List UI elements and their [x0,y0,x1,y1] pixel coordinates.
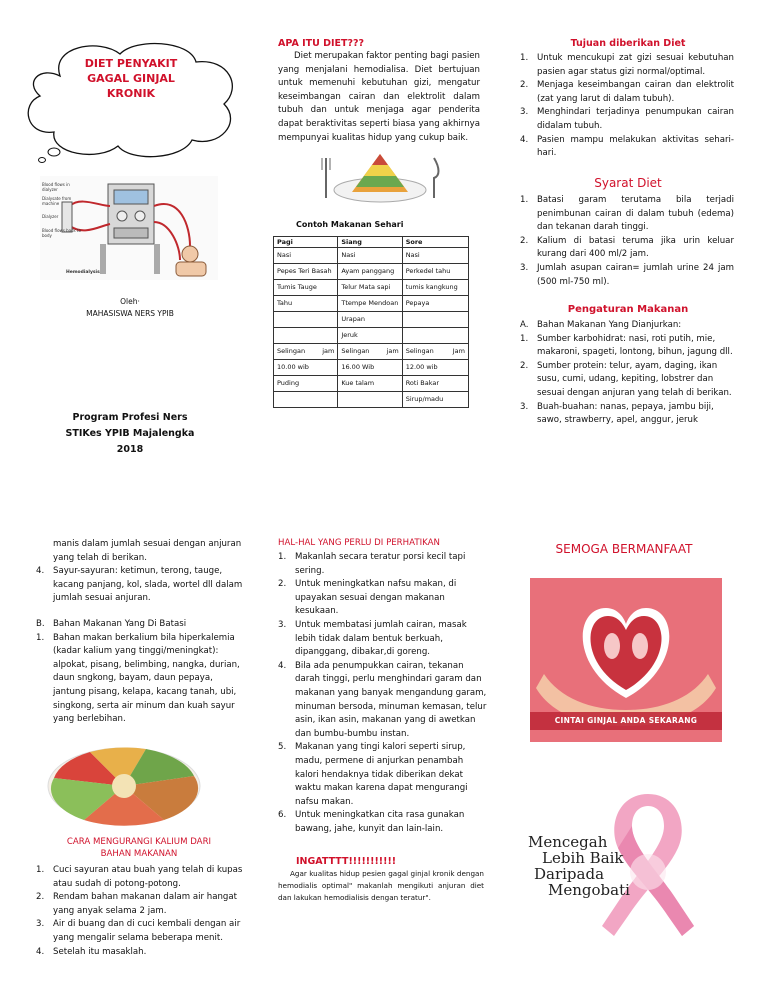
table-cell: Ayam panggang [338,264,402,280]
table-row [274,264,469,280]
dialysis-label-4: Blood flows back to body [42,228,81,238]
table-row [274,248,469,264]
syarat-heading: Syarat Diet [594,176,662,190]
table-cell: Nasi [402,248,468,264]
institution-block [30,410,230,458]
kalium-list [36,864,248,959]
food-pyramid-illustration [316,148,444,206]
list-item: 1. Makanlah secara teratur porsi kecil tapi sering. [278,552,466,576]
tujuan-list [520,52,734,161]
menu-table-body [274,248,469,408]
pengaturan-heading: Pengaturan Makanan [567,304,689,315]
list-item: 2. Rendam bahan makanan dalam air hangat yang anyak selama 2 jam. [36,892,238,916]
pink-ribbon-illustration [528,786,728,946]
list-item: 1. Cuci sayuran atau buah yang telah di kupas atau sudah di potong-potong. [36,865,243,889]
table-cell: Selingan jam [274,344,338,360]
kalium-heading [30,836,248,860]
food-plate-illustration [44,736,204,828]
apa-itu-body: Diet merupakan faktor penting bagi pasien yang menjalani hemodialisa. Diet bertujuan untuk memenuhi kebutuhan gizi, mengatur keseimbangan cairan dan elektrolit dalam tubuh dan untuk menjaga agar penderita dapat beraktivitas seperti biasa yang akhirnya mempunyai kualitas hidup yang cukup baik. [278,51,480,143]
table-cell: Nasi [338,248,402,264]
list-item: 2. Kalium di batasi teruma jika urin keluar kurang dari 400 ml/2 jam. [520,235,734,260]
pengaturan-block [520,319,734,428]
list-item: 3. Menghindari terjadinya penumpukan cairan didalam tubuh. [520,107,734,131]
institution-line-2: STIKes YPIB Majalengka [65,428,195,439]
ingat-heading: INGATTTT!!!!!!!!!!! [296,856,397,867]
institution-line-1: Program Profesi Ners [72,412,188,423]
list-item: 4. Sayur-sayuran: ketimun, terong, tauge, kacang panjang, kol, slada, wortel dll dalam jumlah sesuai anjuran. [36,566,243,604]
table-row [274,296,469,312]
menu-table-header [274,237,469,248]
table-cell: tumis kangkung [402,280,468,296]
list-item: 1. Sumber karbohidrat: nasi, roti putih, mie, makaroni, spageti, lontong, bihun, jagung dll. [520,333,733,358]
perhatian-heading: HAL-HAL YANG PERLU DI PERHATIKAN [278,538,440,548]
list-item: 3. Jumlah asupan cairan= jumlah urine 24 jam (500 ml-750 ml). [520,262,734,287]
ribbon-line-4: Mengobati [548,881,630,899]
table-row [274,280,469,296]
tujuan-heading: Tujuan diberikan Diet [570,38,686,49]
syarat-list [520,194,734,289]
title-line-1: DIET PENYAKIT [84,57,178,70]
list-item: 4. Bila ada penumpukkan cairan, tekanan darah tinggi, perlu menghindari garam dan makanan yang banyak mengandung garam, minuman bersoda, minuman kemasan, telur asin, ikan asin, makanan yang di awetkan dan bumbu-bumbu instan. [278,660,487,739]
banner-text: CINTAI GINJAL ANDA SEKARANG [554,716,698,725]
table-cell [274,392,338,408]
ribbon-line-2: Lebih Baik [542,849,624,867]
list-item: 3. Air di buang dan di cuci kembali dengan air yang mengalir selama beberapa menit. [36,919,241,943]
table-cell: Urapan [338,312,402,328]
kalium-heading-line-2: BAHAN MAKANAN [100,849,178,859]
table-cell: Tumis Tauge [274,280,338,296]
institution-line-3: 2018 [116,444,144,455]
dialysis-label-1: Blood flows in dialyzer [42,182,70,192]
menu-header-sore: Sore [402,237,468,248]
table-cell [338,392,402,408]
lanjutan-cont-text: manis dalam jumlah sesuai dengan anjuran yang telah di berikan. [53,539,242,563]
ribbon-line-3: Daripada [534,865,605,883]
ingat-body: Agar kualitas hidup pesien gagal ginjal kronik dengan hemodialis optimal" makanlah mengikuti anjuran diet dan lakukan hemodialisis dengan teratur". [278,869,484,902]
table-cell: Tahu [274,296,338,312]
table-cell: Telur Mata sapi [338,280,402,296]
list-item: 1. Untuk mencukupi zat gizi sesuai kebutuhan pasien agar status gizi normal/optimal. [520,53,734,77]
title-cloud [20,36,242,164]
list-item: 6. Untuk meningkatkan cita rasa gunakan bawang, jahe, kunyit dan lain-lain. [278,810,465,834]
table-cell: Kue talam [338,376,402,392]
table-cell: Jeruk [338,328,402,344]
table-cell: 12.00 wib [402,360,468,376]
table-cell: Perkedel tahu [402,264,468,280]
title-line-2: GAGAL GINJAL [87,72,175,85]
list-item: 1. Batasi garam terutama bila terjadi penimbunan cairan di dalam tubuh (edema) dan tekanan darah tinggi. [520,195,734,233]
pengaturan-sub-a: A. Bahan Makanan Yang Dianjurkan: [520,320,682,330]
dialysis-label-2: Dialysate from machine [42,196,72,206]
apa-itu-heading: APA ITU DIET??? [278,38,365,49]
lanjutan-sub-b: B. Bahan Makanan Yang Di Batasi [36,618,187,629]
list-item: 2. Sumber protein: telur, ayam, daging, ikan susu, cumi, udang, kepiting, lobstrer dan sesuai dengan anjuran yang telah di berikan. [520,360,732,398]
table-cell: Nasi [274,248,338,264]
table-cell: Ttempe Mendoan [338,296,402,312]
list-item: 3. Buah-buahan: nanas, pepaya, jambu biji, sawo, strawberry, apel, anggur, jeruk [520,401,714,426]
table-cell [402,328,468,344]
table-row [274,344,469,360]
ribbon-line-1: Mencegah [528,833,608,851]
table-cell: Pepes Teri Basah [274,264,338,280]
table-cell [274,328,338,344]
table-cell [402,312,468,328]
menu-header-siang: Siang [338,237,402,248]
menu-caption: Contoh Makanan Sehari [296,220,404,229]
kidney-love-banner [530,578,722,742]
table-row [274,392,469,408]
list-item: 4. Setelah itu masaklah. [36,946,147,957]
list-item: 1. Bahan makan berkalium bila hiperkalemia (kadar kalium yang tinggi/meningkat): alpokat, pisang, belimbing, nangka, durian, daun sngkong, bayam, daun pepaya, jantung pisang, kelapa, kacang tanah, ubi, singkong, serta air minum dan kuah sayur yang berlebihan. [36,632,240,725]
table-row [274,376,469,392]
author-name: MAHASISWA NERS YPIB [86,309,174,318]
semoga-heading: SEMOGA BERMANFAAT [555,542,693,556]
list-item: 2. Menjaga keseimbangan cairan dan elektrolit (zat yang larut di dalam tubuh). [520,80,734,104]
dialysis-illustration [40,176,218,280]
ribbon-text [528,834,658,898]
lanjutan-block [36,538,246,727]
list-item: 2. Untuk meningkatkan nafsu makan, di upayakan sesuai dengan makanan kesukaan. [278,579,457,617]
table-row [274,328,469,344]
table-row [274,312,469,328]
table-cell: Roti Bakar [402,376,468,392]
food-plate-icon [316,148,444,206]
title-text [20,56,242,101]
healthy-food-plate-icon [44,736,204,828]
author-block [30,296,230,320]
table-cell [274,312,338,328]
title-line-3: KRONIK [106,87,156,100]
list-item: 3. Untuk membatasi jumlah cairan, masak lebih tidak dalam bentuk berkuah, dipanggang, dibakar,di goreng. [278,619,467,658]
table-cell: Puding [274,376,338,392]
kalium-heading-line-1: CARA MENGURANGI KALIUM DARI [66,837,212,847]
list-item: 5. Makanan yang tingi kalori seperti sirup, madu, permene di anjurkan penambah kalori hendaknya tidak diberikan dekat waktu makan karena dapat mengurangi nafsu makan. [278,742,468,807]
author-label: Oleh· [120,297,140,306]
dialysis-label-3: Dialyzer [42,214,59,219]
perhatian-list [278,551,488,836]
menu-table [273,236,469,408]
menu-header-pagi: Pagi [274,237,338,248]
list-item: 4. Pasien mampu melakukan aktivitas sehari-hari. [520,134,734,159]
table-cell: 10.00 wib [274,360,338,376]
dialysis-label-5: Hemodialysis [66,270,100,275]
table-cell: Sirup/madu [402,392,468,408]
table-cell: Selingan Jam [402,344,468,360]
table-cell: Pepaya [402,296,468,312]
table-cell: Selingan jam [338,344,402,360]
table-cell: 16.00 Wib [338,360,402,376]
table-row [274,360,469,376]
